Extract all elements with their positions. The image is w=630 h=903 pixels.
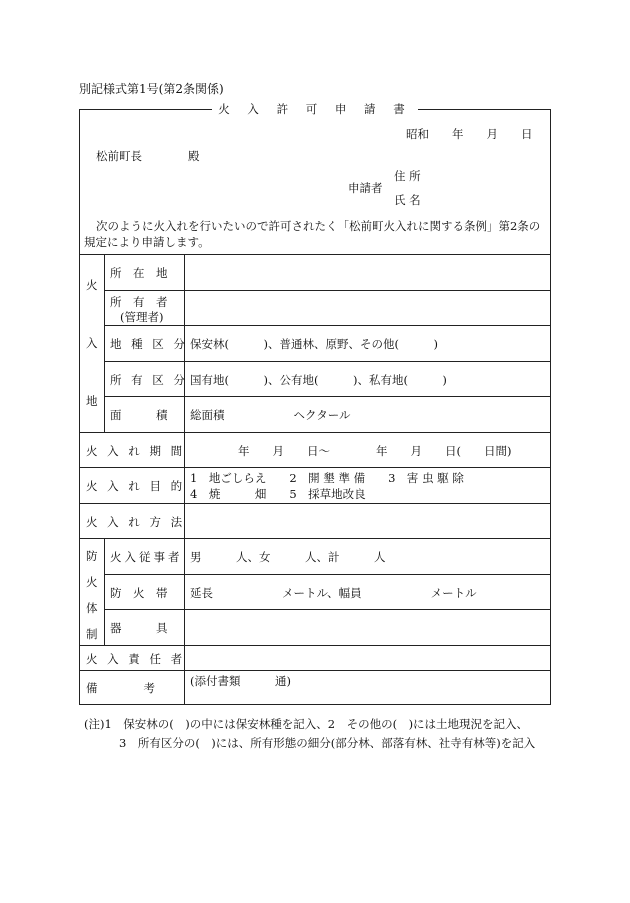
form-number: 別記様式第1号(第2条関係) <box>79 82 224 96</box>
period-label: 火 入 れ 期 間 <box>86 444 186 458</box>
grid-line <box>80 254 550 255</box>
address-label: 住 所 <box>394 169 421 183</box>
intro-line-1: 次のように火入れを行いたいので許可されたく「松前町火入れに関する条例」第2条の <box>96 219 541 233</box>
group-hiiri-char: 火 <box>86 278 98 292</box>
grid-line <box>80 645 550 646</box>
purpose-line-1: 1 地ごしらえ 2 開 墾 準 備 3 害 虫 駆 除 <box>190 471 464 485</box>
grid-line <box>104 290 550 291</box>
area-value: 総面積 ヘクタール <box>190 408 351 422</box>
land-class-value: 保安林( )、普通林、原野、その他( ) <box>190 337 438 351</box>
group-hiiri-char: 入 <box>86 336 98 350</box>
equipment-label: 器 具 <box>110 621 168 635</box>
group-fire-char: 防 <box>86 549 98 563</box>
form-title-wrap <box>80 101 550 117</box>
period-value: 年 月 日〜 年 月 日( 日間) <box>238 444 512 458</box>
location-label: 所 在 地 <box>110 266 168 280</box>
remarks-label: 備 考 <box>86 681 155 695</box>
addressee: 松前町長 殿 <box>96 149 200 163</box>
grid-line <box>104 254 105 432</box>
method-label: 火 入 れ 方 法 <box>86 515 186 529</box>
grid-line <box>104 325 550 326</box>
grid-line <box>104 538 105 645</box>
ownership-value: 国有地( )、公有地( )、私有地( ) <box>190 373 447 387</box>
grid-line <box>104 609 550 610</box>
firebreak-value: 延長 メートル、幅員 メートル <box>190 586 477 600</box>
grid-line <box>104 396 550 397</box>
grid-line <box>104 361 550 362</box>
purpose-label: 火 入 れ 目 的 <box>86 479 186 493</box>
firebreak-label: 防 火 帯 <box>110 586 168 600</box>
purpose-line-2: 4 焼 畑 5 採草地改良 <box>190 487 366 501</box>
grid-line <box>104 574 550 575</box>
date-line: 昭和 年 月 日 <box>406 127 533 141</box>
grid-line <box>80 503 550 504</box>
note-line-2: 3 所有区分の( )には、所有形態の細分(部分林、部落有林、社寺有林等)を記入 <box>119 736 536 750</box>
intro-line-2: 規定により申請します。 <box>84 235 210 249</box>
workers-value: 男 人、女 人、計 人 <box>190 550 386 564</box>
owner-label: 所 有 者 <box>110 295 168 309</box>
name-label: 氏 名 <box>394 193 421 207</box>
applicant-label: 申請者 <box>348 181 383 195</box>
area-label: 面 積 <box>110 408 168 422</box>
group-fire-char: 制 <box>86 627 98 641</box>
owner-sub-label: (管理者) <box>120 310 164 324</box>
form-title: 火 入 許 可 申 請 書 <box>212 102 417 116</box>
remarks-value: (添付書類 通) <box>190 674 291 688</box>
ownership-label: 所 有 区 分 <box>110 373 188 387</box>
land-class-label: 地 種 区 分 <box>110 337 188 351</box>
grid-line <box>80 432 550 433</box>
workers-label: 火入従事者 <box>110 550 183 564</box>
grid-line <box>80 670 550 671</box>
application-form <box>79 102 551 705</box>
group-fire-char: 火 <box>86 575 98 589</box>
note-line-1: (注)1 保安林の( )の中には保安林種を記入、2 その他の( )には土地現況を記入、 <box>84 717 529 731</box>
grid-line <box>80 467 550 468</box>
group-hiiri-char: 地 <box>86 394 98 408</box>
responsible-label: 火 入 責 任 者 <box>86 652 186 666</box>
group-fire-char: 体 <box>86 601 98 615</box>
grid-line <box>80 538 550 539</box>
